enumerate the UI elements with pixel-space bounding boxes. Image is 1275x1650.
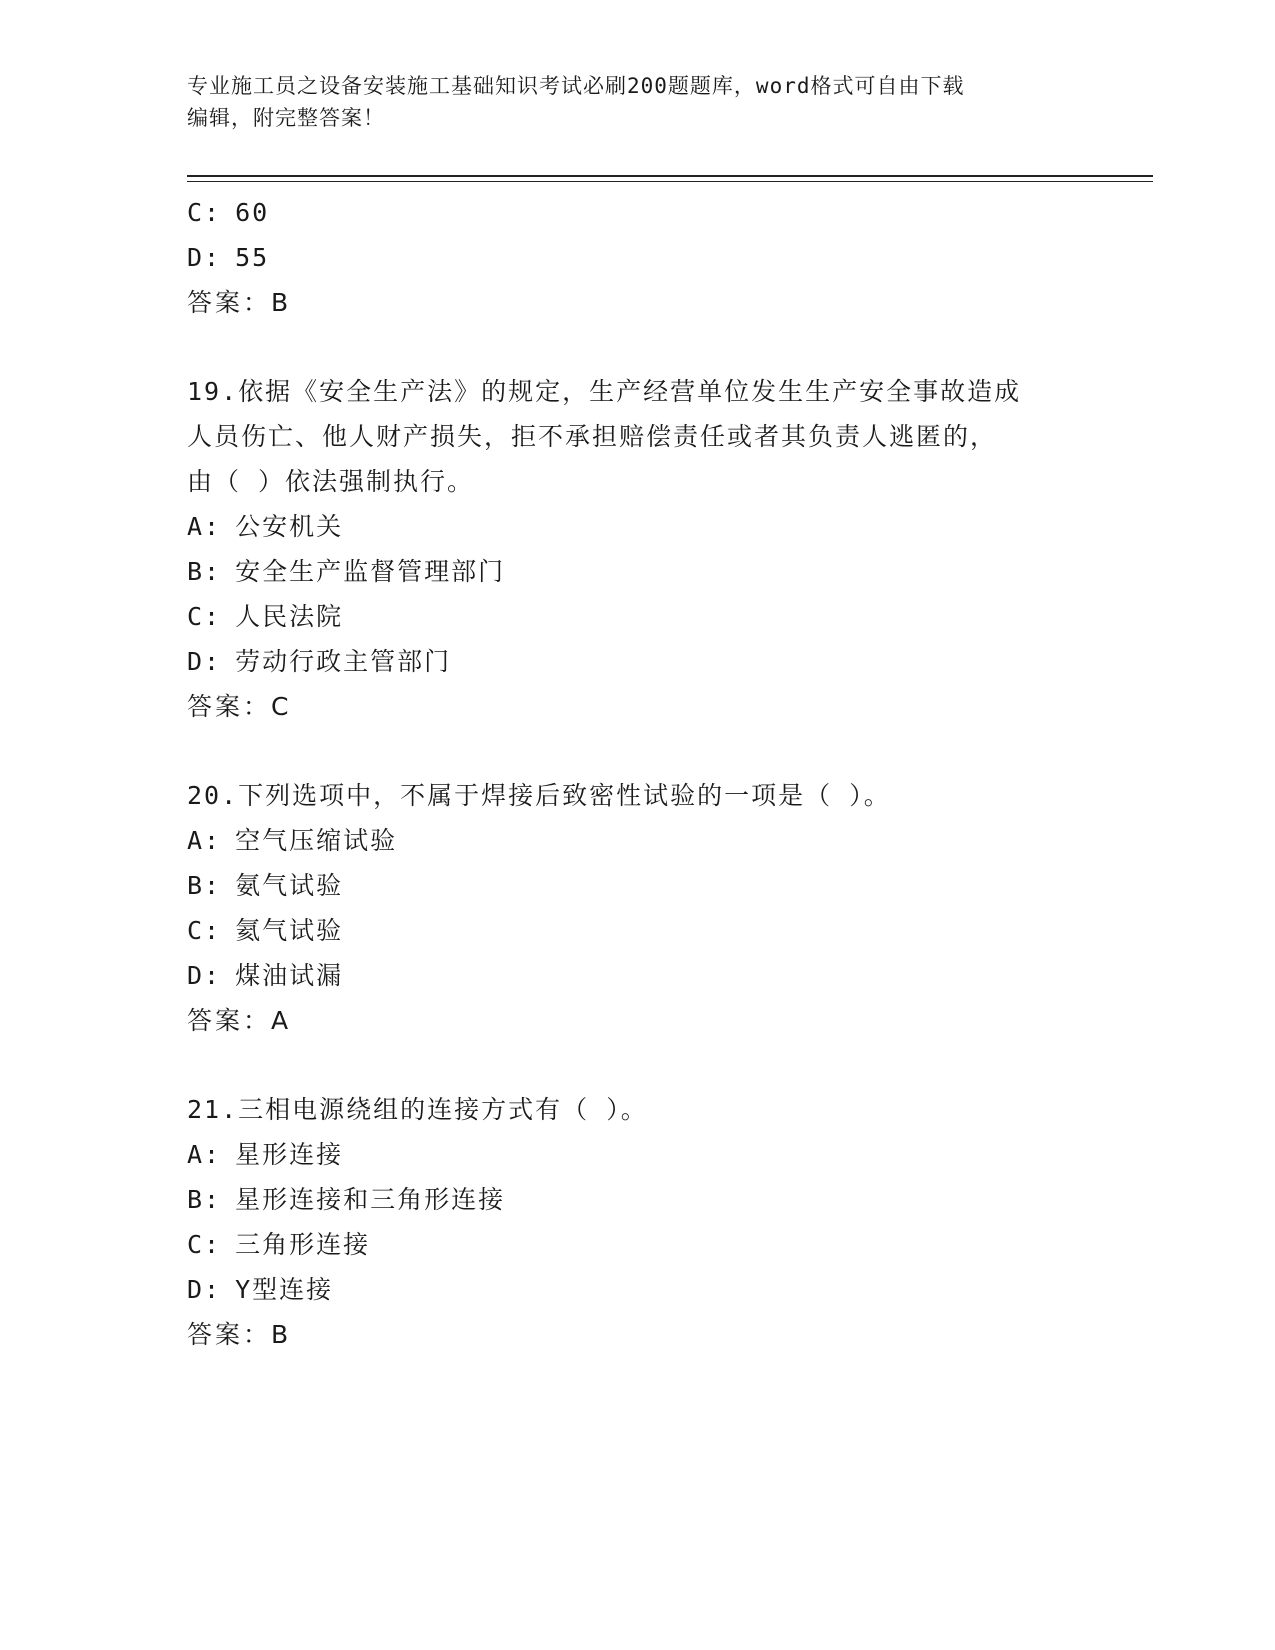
option-a: [187, 504, 1087, 549]
option-b: [187, 1177, 1087, 1222]
header-line-1: 专业施工员之设备安装施工基础知识考试必刷200题题库，word格式可自由下载: [187, 74, 965, 98]
option-c: [187, 190, 1087, 235]
option-label: C:: [187, 916, 222, 945]
option-text: 安全生产监督管理部门: [235, 557, 506, 586]
answer-line: 答案：A: [187, 1006, 292, 1035]
question-stem-line: 19.依据《安全生产法》的规定，生产经营单位发生生产安全事故造成: [187, 377, 1022, 406]
option-label: A:: [187, 826, 222, 855]
option-text: 空气压缩试验: [235, 826, 398, 855]
option-text: 氨气试验: [235, 871, 344, 900]
option-text: 煤油试漏: [235, 961, 344, 990]
previous-question-tail: [187, 190, 1087, 325]
header-divider-thin: [187, 181, 1153, 182]
spacer: [187, 325, 1087, 369]
option-c: [187, 1222, 1087, 1267]
option-text: 三角形连接: [235, 1230, 371, 1259]
option-text: 55: [235, 243, 270, 272]
question-20: [187, 773, 1087, 1043]
spacer: [187, 729, 1087, 773]
option-label: D:: [187, 647, 222, 676]
option-b: [187, 863, 1087, 908]
option-text: 60: [235, 198, 270, 227]
header-divider-thick: [187, 175, 1153, 177]
option-text: 公安机关: [235, 512, 344, 541]
question-stem-line: 20.下列选项中，不属于焊接后致密性试验的一项是（ ）。: [187, 781, 891, 810]
option-a: [187, 818, 1087, 863]
option-c: [187, 594, 1087, 639]
question-content: [187, 190, 1087, 1357]
option-text: 星形连接和三角形连接: [235, 1185, 506, 1214]
question-stem-line: 人员伤亡、他人财产损失，拒不承担赔偿责任或者其负责人逃匿的，: [187, 422, 998, 451]
option-label: A:: [187, 1140, 222, 1169]
answer-line: 答案：B: [187, 1320, 292, 1349]
option-d: [187, 235, 1087, 280]
question-19: [187, 369, 1087, 729]
option-label: D:: [187, 961, 222, 990]
option-label: B:: [187, 1185, 222, 1214]
question-stem-line: 21.三相电源绕组的连接方式有（ ）。: [187, 1095, 648, 1124]
option-label: D:: [187, 243, 222, 272]
option-label: C:: [187, 198, 222, 227]
option-label: C:: [187, 1230, 222, 1259]
option-d: [187, 1267, 1087, 1312]
option-text: 劳动行政主管部门: [235, 647, 452, 676]
option-a: [187, 1132, 1087, 1177]
option-label: C:: [187, 602, 222, 631]
option-d: [187, 639, 1087, 684]
option-text: 人民法院: [235, 602, 344, 631]
option-b: [187, 549, 1087, 594]
option-d: [187, 953, 1087, 998]
option-label: B:: [187, 871, 222, 900]
question-21: [187, 1087, 1087, 1357]
option-label: B:: [187, 557, 222, 586]
option-label: D:: [187, 1275, 222, 1304]
option-c: [187, 908, 1087, 953]
answer-line: 答案：B: [187, 288, 292, 317]
option-text: 星形连接: [235, 1140, 344, 1169]
header-line-2: 编辑，附完整答案！: [187, 106, 385, 130]
option-text: 氦气试验: [235, 916, 344, 945]
question-stem-line: 由（ ）依法强制执行。: [187, 467, 475, 496]
spacer: [187, 1043, 1087, 1087]
option-label: A:: [187, 512, 222, 541]
option-text: Y型连接: [235, 1275, 334, 1304]
page-header: [187, 70, 1087, 134]
answer-line: 答案：C: [187, 692, 292, 721]
